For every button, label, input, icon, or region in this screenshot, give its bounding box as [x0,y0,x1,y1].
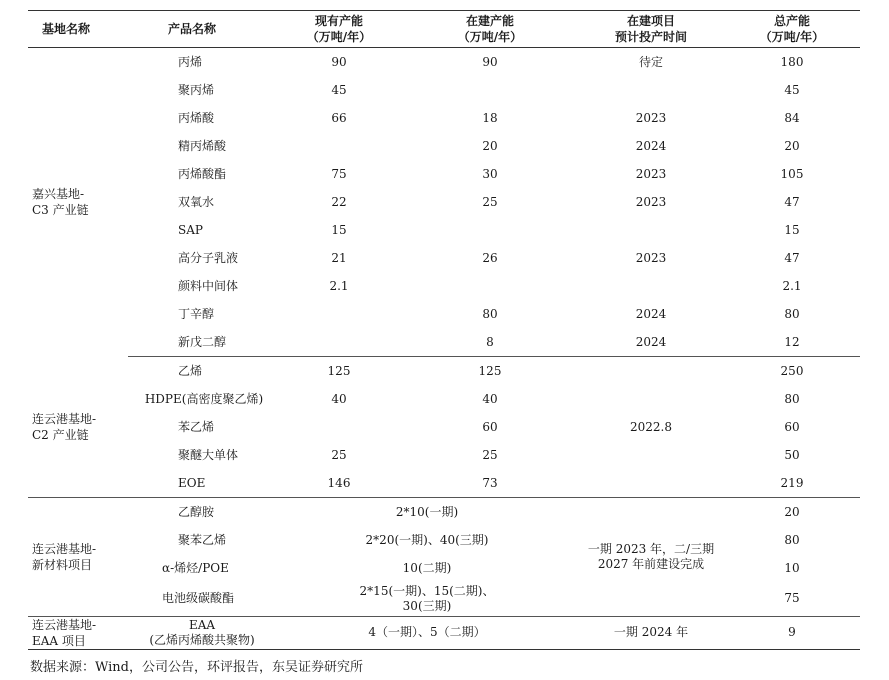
product-name: 丙烯酸酯 [178,166,227,181]
total-capacity: 180 [780,54,804,69]
total-capacity: 80 [784,532,800,547]
schedule: 2024 [635,306,667,321]
total-capacity: 105 [780,166,804,181]
product-name: 丁辛醇 [178,306,215,321]
existing-capacity: 125 [327,363,351,378]
total-capacity: 84 [784,110,800,125]
header-base: 基地名称 [28,11,128,48]
product-name: EAA (乙烯丙烯酸共聚物) [128,616,276,649]
building-capacity: 4（一期）、5（二期） [276,616,578,649]
capacity-table [28,10,860,650]
total-capacity: 12 [724,328,860,357]
existing-capacity: 146 [276,469,402,498]
product-name: 聚苯乙烯 [178,532,227,547]
table-row [28,498,860,527]
building-capacity [402,216,578,244]
total-capacity: 60 [784,419,800,434]
header-building: 在建产能 （万吨/年） [402,11,578,48]
existing-capacity [276,132,402,160]
base-name: 连云港基地- EAA 项目 [28,616,128,649]
building-capacity: 20 [482,138,498,153]
product-name: 双氧水 [178,194,215,209]
data-source-note: 数据来源：Wind，公司公告，环评报告，东吴证券研究所 [30,660,363,675]
building-capacity: 25 [482,194,498,209]
product-name: 苯乙烯 [178,419,215,434]
schedule: 待定 [638,54,663,69]
table-row [28,272,860,300]
table-row [28,216,860,244]
product-name: 高分子乳液 [178,250,239,265]
product-name: 乙醇胺 [178,504,215,519]
total-capacity: 250 [780,363,804,378]
product-name: 乙烯 [178,363,203,378]
building-capacity: 73 [402,469,578,498]
existing-capacity: 90 [331,54,347,69]
total-capacity: 47 [784,250,800,265]
schedule [578,272,724,300]
total-capacity: 2.1 [782,278,802,293]
schedule: 2023 [635,110,667,125]
building-capacity: 2*20(一期)、40(三期) [365,532,489,547]
total-capacity: 80 [784,306,800,321]
base-name: 连云港基地- C2 产业链 [28,357,128,498]
schedule: 2023 [635,166,667,181]
header-existing: 现有产能 （万吨/年） [276,11,402,48]
base-name: 连云港基地- 新材料项目 [28,498,128,617]
existing-capacity: 2.1 [329,278,349,293]
table-row [28,48,860,77]
building-capacity: 2*15(一期)、15(二期)、 30(三期) [276,582,578,616]
product-name: 聚醚大单体 [178,447,239,462]
product-name: 精丙烯酸 [178,138,227,153]
building-capacity: 18 [482,110,498,125]
building-capacity [402,272,578,300]
existing-capacity: 22 [331,194,347,209]
building-capacity: 90 [482,54,498,69]
total-capacity: 10 [784,560,800,575]
table-row [28,76,860,104]
existing-capacity: 40 [331,391,347,406]
schedule: 一期 2023 年，二/三期 2027 年前建设完成 [578,498,724,617]
building-capacity: 10(二期) [402,560,452,575]
building-capacity: 8 [402,328,578,357]
total-capacity: 80 [784,391,800,406]
table-row [28,413,860,441]
total-capacity: 50 [784,447,800,462]
table-row [28,385,860,413]
building-capacity: 80 [482,306,498,321]
existing-capacity: 25 [331,447,347,462]
table-row [28,616,860,649]
schedule: 2024 [578,328,724,357]
existing-capacity [276,300,402,328]
header-total: 总产能 （万吨/年） [724,11,860,48]
schedule: 2024 [635,138,667,153]
existing-capacity [276,413,402,441]
table-row [28,132,860,160]
building-capacity: 125 [478,363,502,378]
building-capacity: 26 [482,250,498,265]
total-capacity: 9 [724,616,860,649]
schedule [578,76,724,104]
schedule: 2023 [635,194,667,209]
table-row [28,526,860,554]
existing-capacity [276,328,402,357]
building-capacity: 40 [482,391,498,406]
existing-capacity: 66 [331,110,347,125]
table-row [28,300,860,328]
table-row [28,244,860,272]
header-row [28,11,860,48]
schedule [578,216,724,244]
building-capacity [402,76,578,104]
base-name: 嘉兴基地- C3 产业链 [32,187,89,218]
table-row [28,188,860,216]
table-row [28,328,860,357]
product-name: SAP [178,222,203,237]
existing-capacity: 45 [331,82,347,97]
existing-capacity: 21 [331,250,347,265]
total-capacity: 75 [724,582,860,616]
product-name: 电池级碳酸酯 [128,582,276,616]
building-capacity: 2*10(一期) [395,504,459,519]
product-name: 聚丙烯 [178,82,215,97]
schedule: 2022.8 [578,357,724,498]
building-capacity: 25 [482,447,498,462]
product-name: 丙烯酸 [178,110,215,125]
existing-capacity: 15 [331,222,347,237]
total-capacity: 45 [784,82,800,97]
schedule: 2023 [635,250,667,265]
building-capacity: 30 [482,166,498,181]
table-row [28,582,860,616]
existing-capacity: 75 [331,166,347,181]
building-capacity: 60 [482,419,498,434]
header-product: 产品名称 [128,11,276,48]
product-name: α-烯烃/POE [162,560,229,575]
product-name: 新戊二醇 [128,328,276,357]
table-row [28,160,860,188]
table-row [28,469,860,498]
table-row [28,357,860,386]
table-row [28,554,860,582]
total-capacity: 15 [784,222,800,237]
total-capacity: 20 [784,138,800,153]
total-capacity: 20 [784,504,800,519]
table-row [28,104,860,132]
header-schedule: 在建项目 预计投产时间 [578,11,724,48]
product-name: 颜料中间体 [178,278,239,293]
product-name: 丙烯 [178,54,203,69]
schedule: 一期 2024 年 [578,616,724,649]
table-row [28,441,860,469]
total-capacity: 219 [724,469,860,498]
total-capacity: 47 [784,194,800,209]
product-name: EOE [128,469,276,498]
product-name: HDPE(高密度聚乙烯) [144,391,264,406]
